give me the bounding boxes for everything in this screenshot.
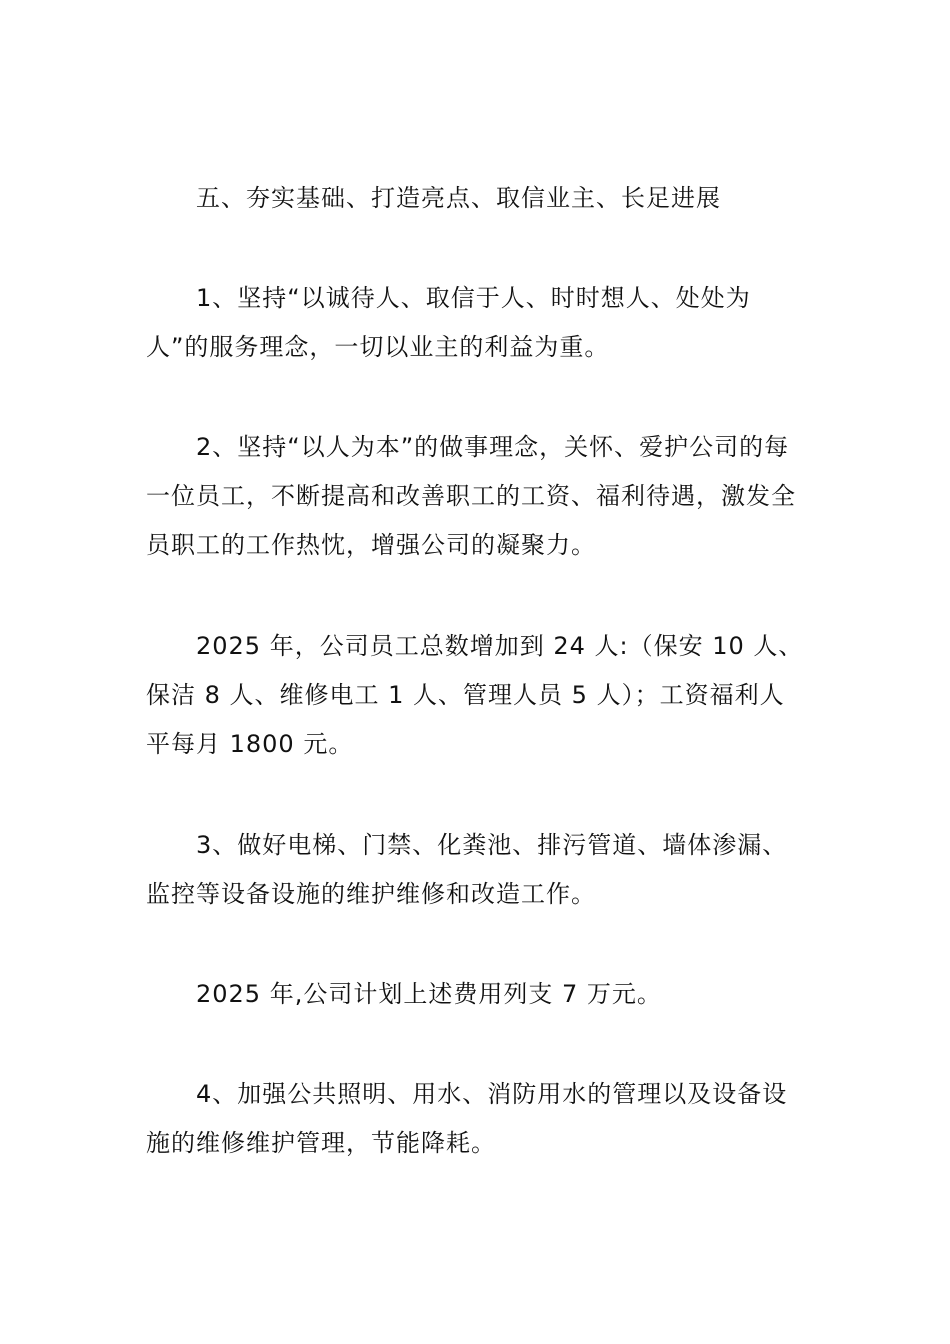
section-heading: 五、夯实基础、打造亮点、取信业主、长足进展 — [196, 184, 721, 212]
paragraph-people-oriented: 2、坚持“以人为本”的做事理念，关怀、爱护公司的每一位员工，不断提高和改善职工的工资、福利待遇，激发全员职工的工作热忱，增强公司的凝聚力。 — [146, 433, 796, 559]
paragraph-service-philosophy: 1、坚持“以诚待人、取信于人、时时想人、处处为人”的服务理念，一切以业主的利益为重。 — [146, 284, 751, 361]
paragraph-energy-saving: 4、加强公共照明、用水、消防用水的管理以及设备设施的维修维护管理，节能降耗。 — [146, 1080, 788, 1157]
paragraph-staff-plan: 2025 年，公司员工总数增加到 24 人:（保安 10 人、保洁 8 人、维修电工 1 人、管理人员 5 人）；工资福利人平每月 1800 元。 — [146, 632, 804, 758]
paragraph-facility-maintenance: 3、做好电梯、门禁、化粪池、排污管道、墙体渗漏、监控等设备设施的维护维修和改造工作。 — [146, 831, 788, 908]
paragraph-budget: 2025 年,公司计划上述费用列支 7 万元。 — [196, 980, 662, 1008]
